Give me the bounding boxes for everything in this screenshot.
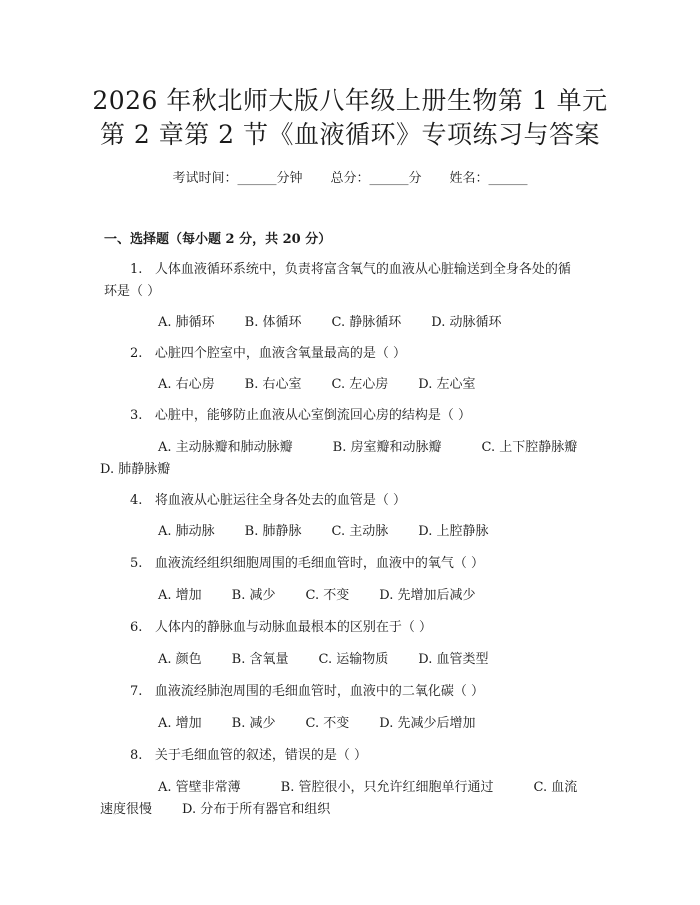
question-number: 3. — [130, 408, 143, 423]
question-1 — [104, 259, 596, 303]
option-b[interactable]: B. 右心室 — [244, 377, 302, 392]
question-number: 5. — [130, 556, 143, 571]
option-b[interactable]: B. 含氧量 — [231, 652, 289, 667]
question-3-options — [100, 437, 596, 481]
option-b[interactable]: B. 减少 — [231, 588, 276, 603]
page-title-line1: 2026 年秋北师大版八年级上册生物第 1 单元 — [92, 86, 608, 115]
option-a[interactable]: A. 主动脉瓣和肺动脉瓣 — [158, 440, 293, 455]
option-a[interactable]: A. 管壁非常薄 — [158, 780, 241, 795]
question-number: 4. — [130, 493, 143, 508]
question-5-options — [104, 585, 596, 607]
section-heading-choice: 一、选择题（每小题 2 分，共 20 分） — [104, 232, 332, 247]
total-score-field: 总分：______分 — [330, 171, 422, 186]
option-a[interactable]: A. 右心房 — [158, 377, 215, 392]
option-c[interactable]: C. 左心房 — [331, 377, 389, 392]
option-c[interactable]: C. 不变 — [305, 588, 350, 603]
option-a[interactable]: A. 增加 — [158, 588, 202, 603]
option-d[interactable]: D. 动脉循环 — [431, 315, 502, 330]
question-7 — [104, 681, 596, 703]
question-4 — [104, 490, 596, 512]
question-number: 8. — [130, 748, 143, 763]
option-c-continued[interactable]: 速度很慢 — [100, 802, 153, 817]
option-d[interactable]: D. 上腔静脉 — [418, 524, 489, 539]
question-text: 将血液从心脏运往全身各处去的血管是（ ） — [154, 493, 406, 508]
option-d[interactable]: D. 先增加后减少 — [379, 588, 476, 603]
question-text: 心脏中，能够防止血液从心室倒流回心房的结构是（ ） — [154, 408, 471, 423]
question-5 — [104, 553, 596, 575]
question-7-options — [104, 713, 596, 735]
question-text: 血液流经组织细胞周围的毛细血管时，血液中的氧气（ ） — [154, 556, 484, 571]
question-number: 6. — [130, 620, 143, 635]
option-b[interactable]: B. 体循环 — [244, 315, 302, 330]
question-text: 人体内的静脉血与动脉血最根本的区别在于（ ） — [154, 620, 432, 635]
option-a[interactable]: A. 增加 — [158, 716, 202, 731]
option-a[interactable]: A. 肺循环 — [158, 315, 215, 330]
option-c[interactable]: C. 不变 — [305, 716, 350, 731]
option-d[interactable]: D. 先减少后增加 — [379, 716, 476, 731]
question-2-options — [104, 374, 596, 396]
option-b[interactable]: B. 减少 — [231, 716, 276, 731]
question-8-options — [100, 777, 596, 821]
option-d[interactable]: D. 左心室 — [418, 377, 476, 392]
exam-time-field: 考试时间：______分钟 — [172, 171, 303, 186]
option-a[interactable]: A. 肺动脉 — [158, 524, 215, 539]
question-text: 血液流经肺泡周围的毛细血管时，血液中的二氧化碳（ ） — [154, 684, 484, 699]
option-d[interactable]: D. 肺静脉瓣 — [100, 462, 171, 477]
question-8 — [104, 745, 596, 767]
option-c[interactable]: C. 静脉循环 — [331, 315, 402, 330]
option-c[interactable]: C. 运输物质 — [318, 652, 389, 667]
option-d[interactable]: D. 分布于所有器官和组织 — [182, 802, 331, 817]
student-name-field: 姓名：______ — [449, 171, 528, 186]
option-c[interactable]: C. 血流 — [533, 780, 578, 795]
page-title-line2: 第 2 章第 2 节《血液循环》专项练习与答案 — [99, 120, 601, 149]
question-text: 关于毛细血管的叙述，错误的是（ ） — [154, 748, 367, 763]
question-text: 心脏四个腔室中，血液含氧量最高的是（ ） — [154, 346, 406, 361]
question-6-options — [104, 649, 596, 671]
question-text: 人体血液循环系统中，负责将富含氧气的血液从心脏输送到全身各处的循 — [154, 262, 571, 277]
option-d[interactable]: D. 血管类型 — [418, 652, 489, 667]
question-3 — [104, 405, 596, 427]
question-6 — [104, 617, 596, 639]
option-b[interactable]: B. 肺静脉 — [244, 524, 302, 539]
option-a[interactable]: A. 颜色 — [158, 652, 202, 667]
question-4-options — [104, 521, 596, 543]
question-number: 1. — [130, 262, 143, 277]
option-b[interactable]: B. 管腔很小，只允许红细胞单行通过 — [280, 780, 494, 795]
question-1-options — [104, 312, 596, 334]
option-c[interactable]: C. 主动脉 — [331, 524, 389, 539]
question-number: 2. — [130, 346, 143, 361]
exam-meta — [0, 170, 700, 188]
question-2 — [104, 343, 596, 365]
option-c[interactable]: C. 上下腔静脉瓣 — [481, 440, 578, 455]
option-b[interactable]: B. 房室瓣和动脉瓣 — [332, 440, 442, 455]
question-text-continued: 环是（ ） — [104, 284, 161, 299]
question-number: 7. — [130, 684, 143, 699]
